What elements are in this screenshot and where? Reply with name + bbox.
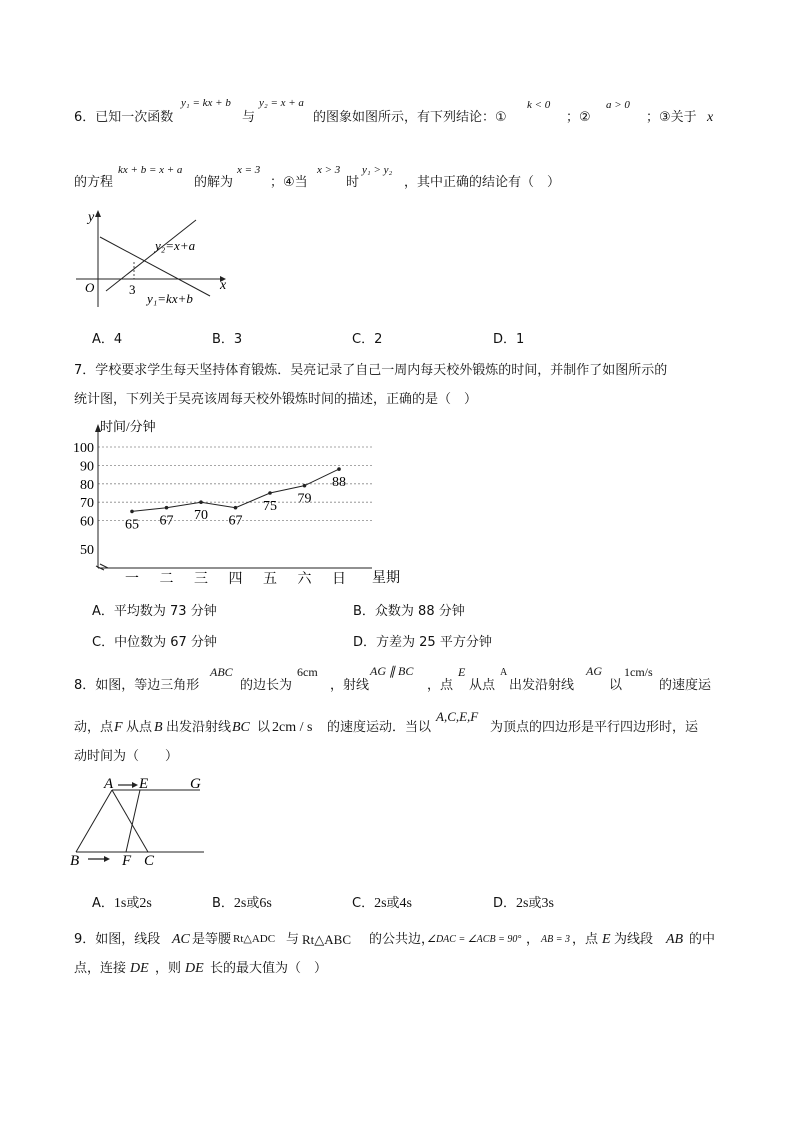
- q8-point-b: B: [154, 720, 163, 735]
- q6-line2-end: ，其中正确的结论有（ ）: [404, 175, 561, 190]
- q9-line2-b: ，则: [155, 961, 182, 976]
- q8-option-b-v1: 2s: [233, 896, 247, 911]
- q6-option-c[interactable]: C．2: [352, 332, 383, 347]
- q7-option-a[interactable]: A．平均数为 73 分钟: [92, 604, 217, 619]
- q8-text-2: 的边长为: [240, 678, 293, 693]
- q6-ineq: y₁ > y₂: [362, 164, 393, 176]
- q8-option-c[interactable]: [352, 897, 412, 911]
- q8-option-b-v2: 6s: [259, 896, 272, 911]
- q9-segment-ac: AC: [172, 932, 190, 947]
- q6-label-y2: y₂=x+a: [155, 238, 196, 253]
- q6-var-x: x: [707, 110, 714, 125]
- q8-text-6: 出发沿射线: [509, 678, 575, 693]
- q8-option-a[interactable]: [92, 897, 152, 911]
- q8-option-d-v1: 2s: [516, 896, 529, 911]
- q8-option-d[interactable]: [493, 897, 554, 911]
- q8-option-c-v2: 4s: [399, 896, 412, 911]
- q9-text-4: 的公共边，: [369, 932, 435, 947]
- q9-ab-length: AB = 3: [541, 934, 570, 945]
- q8-text-4: ，点: [427, 678, 454, 693]
- q8-speed-1: 1cm/s: [624, 665, 653, 679]
- q6-eq3: kx + b = x + a: [118, 164, 183, 176]
- q9-line2-a: 点，连接: [74, 961, 127, 976]
- q8-option-b-letter: B．: [212, 896, 234, 911]
- q6-function-graph: [70, 205, 240, 310]
- q9-text-6: ，点: [572, 932, 599, 947]
- q8-option-a-v1: 1s: [113, 896, 127, 911]
- q8-text-3: ，射线: [330, 678, 370, 693]
- q6-cond-2: a > 0: [606, 99, 630, 111]
- q8-option-a-letter: A．: [92, 896, 114, 911]
- q8-option-a-or: 或: [126, 896, 140, 911]
- q7-data-label: 75: [263, 499, 277, 514]
- q7-data-label: 88: [332, 475, 346, 491]
- q8-line2-d: 以: [257, 720, 271, 735]
- q8-text-5: 从点: [469, 678, 496, 693]
- q6-tick-3: 3: [129, 282, 136, 297]
- q8-line2-b: 从点: [126, 720, 153, 735]
- q9-segment-de-2: DE: [185, 961, 204, 976]
- q7-data-point: [268, 491, 272, 495]
- q7-xtick-label: 二: [159, 572, 174, 587]
- q8-text-1: 8．如图，等边三角形: [74, 678, 200, 693]
- q8-line2-c: 出发沿射线: [166, 720, 232, 735]
- q6-eq1: y₁ = kx + b: [181, 97, 231, 109]
- q8-triangle-abc: ABC: [210, 665, 233, 679]
- q6-origin-label: O: [85, 280, 95, 295]
- q8-ray-ag: AG: [586, 664, 602, 678]
- q7-data-label: 79: [297, 491, 312, 507]
- q6-eq2: y₂ = x + a: [259, 97, 304, 109]
- q6-sep-1: ；②: [566, 110, 591, 125]
- q8-line3: 动时间为（ ）: [74, 749, 179, 764]
- q7-data-point: [234, 506, 238, 510]
- q7-data-point: [130, 510, 134, 514]
- q6-text-mid: 的图象如图所示，有下列结论：①: [313, 110, 507, 125]
- q9-rt-abc: Rt△ABC: [302, 932, 352, 947]
- q7-ytick-label: 60: [80, 514, 94, 530]
- q8-fig-label-g: G: [190, 776, 201, 792]
- q8-length: 6cm: [297, 665, 318, 679]
- q8-option-c-v1: 2s: [374, 896, 387, 911]
- q7-xtick-label: 三: [194, 572, 208, 587]
- q7-data-point: [165, 506, 169, 510]
- q9-text-1: 9．如图，线段: [74, 932, 161, 947]
- q6-cond-x: x > 3: [317, 164, 341, 176]
- q8-text-7: 以: [609, 678, 623, 693]
- q7-text-line1: 7．学校要求学生每天坚持体育锻炼．吴亮记录了自己一周内每天校外锻炼的时间，并制作了如图所示的: [74, 363, 668, 378]
- q7-xtick-label: 一: [125, 572, 139, 587]
- q8-option-a-v2: 2s: [139, 896, 152, 911]
- q7-data-point: [337, 467, 341, 471]
- q7-xtick-label: 日: [332, 572, 346, 587]
- q6-and: 与: [242, 110, 256, 125]
- q6-option-b[interactable]: B．3: [212, 332, 243, 347]
- q8-line2-a: 动，点: [74, 720, 114, 735]
- q9-segment-ab: AB: [666, 932, 684, 947]
- q9-text-8: 的中: [689, 932, 716, 947]
- q6-when: 时: [346, 175, 360, 190]
- q8-option-d-or: 或: [528, 896, 542, 911]
- q7-ytick-label: 50: [80, 543, 94, 558]
- q8-fig-label-e: E: [139, 776, 149, 792]
- q9-rt-adc: Rt△ADC: [233, 933, 276, 945]
- q7-xtick-label: 五: [263, 572, 277, 587]
- q9-segment-de: DE: [130, 961, 149, 976]
- q8-text-8: 的速度运: [659, 678, 712, 693]
- q7-x-axis-label: 星期: [372, 571, 400, 586]
- q6-cond-1: k < 0: [527, 99, 551, 111]
- q7-line-chart: [60, 418, 420, 590]
- q7-option-c[interactable]: C．中位数为 67 分钟: [92, 635, 217, 650]
- q6-option-a[interactable]: A．4: [92, 332, 123, 347]
- q8-line2-e: 的速度运动．当以: [327, 720, 432, 735]
- q8-rays-parallel: AG ∥ BC: [370, 664, 414, 678]
- q7-data-label: 67: [228, 513, 243, 529]
- q6-text-prefix: 6．已知一次函数: [74, 110, 174, 125]
- q8-option-d-letter: D．: [493, 896, 517, 911]
- q6-sep-2: ；③关于: [646, 110, 697, 125]
- q6-axis-x-label: x: [220, 278, 227, 293]
- q7-ytick-label: 80: [80, 477, 94, 493]
- q7-xtick-label: 四: [228, 572, 243, 587]
- q6-label-y1: y₁=kx+b: [147, 291, 193, 306]
- q8-fig-label-b: B: [70, 853, 80, 869]
- q9-line2-c: 长的最大值为（ ）: [210, 961, 328, 976]
- q9-text-3: 与: [286, 932, 300, 947]
- q8-points-aecf: A,C,E,F: [436, 709, 479, 724]
- q9-text-5: ，: [526, 932, 540, 947]
- q8-option-b-or: 或: [246, 896, 260, 911]
- q8-point-f: F: [114, 720, 123, 735]
- q7-data-label: 67: [159, 513, 174, 529]
- q8-option-c-letter: C．: [352, 896, 375, 911]
- q6-solution-text: 的解为: [194, 175, 234, 190]
- q8-option-d-v2: 3s: [541, 896, 554, 911]
- q9-text-7: 为线段: [614, 932, 654, 947]
- q8-speed-2: 2cm / s: [272, 720, 313, 735]
- q8-option-b[interactable]: [212, 897, 272, 911]
- q8-fig-label-f: F: [122, 853, 132, 869]
- q7-option-b[interactable]: B．众数为 88 分钟: [353, 604, 465, 619]
- q6-axis-y-label: y: [88, 210, 95, 225]
- q8-line2-f: 为顶点的四边形是平行四边形时，运: [490, 720, 699, 735]
- q7-ytick-label: 100: [73, 441, 94, 456]
- q7-data-label: 65: [125, 517, 139, 533]
- q7-ytick-label: 70: [80, 496, 94, 512]
- q7-data-point: [303, 484, 307, 488]
- q6-solution: x = 3: [237, 164, 261, 176]
- q7-option-d[interactable]: D．方差为 25 平方分钟: [353, 635, 492, 650]
- q8-point-e: E: [458, 665, 466, 679]
- q8-point-a: A: [500, 667, 508, 678]
- q6-option-d[interactable]: D．1: [493, 332, 525, 347]
- q8-geometry-figure: [66, 772, 216, 870]
- q7-xtick-label: 六: [297, 572, 312, 587]
- q7-text-line2: 统计图，下列关于吴亮该周每天校外锻炼时间的描述，正确的是（ ）: [74, 392, 478, 407]
- q7-y-axis-label: 时间/分钟: [100, 419, 156, 434]
- q8-fig-label-a: A: [104, 776, 114, 792]
- q6-sep-3: ；④当: [270, 175, 308, 190]
- q6-line2-prefix: 的方程: [74, 175, 114, 190]
- q9-point-e: E: [602, 932, 611, 947]
- q7-ytick-label: 90: [80, 459, 94, 475]
- q9-angles: ∠DAC = ∠ACB = 90°: [427, 934, 522, 945]
- q7-data-point: [199, 500, 203, 504]
- q7-data-label: 70: [194, 508, 208, 524]
- q9-text-2: 是等腰: [192, 932, 232, 947]
- q8-fig-label-c: C: [144, 853, 155, 869]
- q8-ray-bc: BC: [232, 720, 250, 735]
- q8-option-c-or: 或: [386, 896, 400, 911]
